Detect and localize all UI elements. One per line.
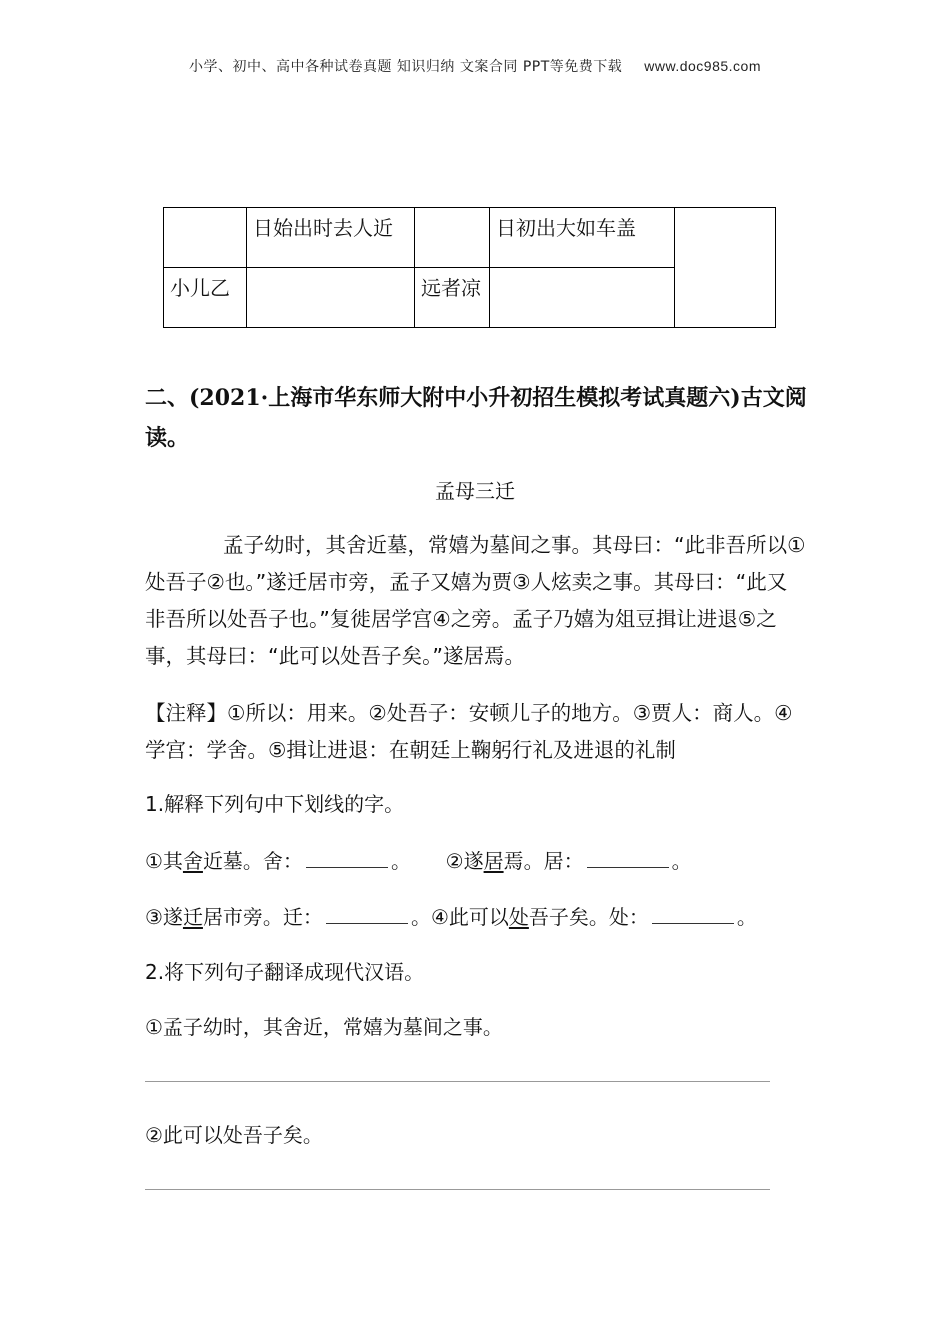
question-1-prompt: 1.解释下列句中下划线的字。 <box>145 792 405 816</box>
table-cell <box>675 208 776 328</box>
table-cell: 远者凉 <box>415 268 490 328</box>
passage-text: 孟子幼时，其舍近墓，常嬉为墓间之事。其母曰：“此非吾所以①处吾子②也。”遂迁居市旁，孟子又嬉为贾③人炫卖之事。其母曰：“此又非吾所以处吾子也。”复徙居学宫④之旁。孟子乃嬉为俎豆揖让进退⑤之事，其母曰：“此可以处吾子矣。”遂居焉。 <box>145 533 806 668</box>
item-text: 。 <box>736 905 757 929</box>
table-cell <box>247 268 415 328</box>
answer-blank[interactable] <box>326 905 408 924</box>
passage-title: 孟母三迁 <box>435 479 515 503</box>
item-text: ④此可以 <box>430 905 509 929</box>
page-header <box>0 56 950 76</box>
item-text: ①其 <box>145 849 183 873</box>
item-text: 。 <box>390 849 411 873</box>
underlined-word: 居 <box>483 849 504 873</box>
answer-line[interactable] <box>145 1189 770 1190</box>
question-1-row-a <box>145 845 692 874</box>
section-heading: 二、(2021·上海市华东师大附中小升初招生模拟考试真题六)古文阅读。 <box>145 385 807 451</box>
answer-blank[interactable] <box>306 849 388 868</box>
comparison-table <box>163 207 776 328</box>
table-cell: 日初出大如车盖 <box>490 208 675 268</box>
question-2-prompt: 2.将下列句子翻译成现代汉语。 <box>145 960 425 984</box>
answer-blank[interactable] <box>587 849 669 868</box>
item-text: ③遂 <box>145 905 183 929</box>
item-text: 。 <box>410 905 431 929</box>
question-1-row-b <box>145 901 757 930</box>
item-text: ②遂 <box>445 849 484 873</box>
table-cell <box>415 208 490 268</box>
table-row <box>164 208 776 268</box>
item-text: 居市旁。迁： <box>202 905 323 929</box>
answer-line[interactable] <box>145 1081 770 1082</box>
item-text: 。 <box>671 849 692 873</box>
underlined-word: 处 <box>508 905 529 929</box>
item-text: 吾子矣。处： <box>528 905 649 929</box>
notes-text: 【注释】①所以：用来。②处吾子：安顿儿子的地方。③贾人：商人。④学宫：学舍。⑤揖让进退：在朝廷上鞠躬行礼及进退的礼制 <box>145 701 793 762</box>
item-text: 焉。居： <box>503 849 584 873</box>
underlined-word: 舍 <box>182 849 203 873</box>
answer-blank[interactable] <box>652 905 734 924</box>
table-cell <box>490 268 675 328</box>
item-text: 近墓。舍： <box>202 849 303 873</box>
question-2-sentence-1: ①孟子幼时，其舍近，常嬉为墓间之事。 <box>145 1015 503 1039</box>
table-cell <box>164 208 247 268</box>
table-cell: 小儿乙 <box>164 268 247 328</box>
table-cell: 日始出时去人近 <box>247 208 415 268</box>
underlined-word: 迁 <box>182 905 203 929</box>
question-2-sentence-2: ②此可以处吾子矣。 <box>145 1123 323 1147</box>
header-url[interactable]: www.doc985.com <box>644 58 761 74</box>
header-text: 小学、初中、高中各种试卷真题 知识归纳 文案合同 PPT等免费下载 <box>188 59 623 75</box>
